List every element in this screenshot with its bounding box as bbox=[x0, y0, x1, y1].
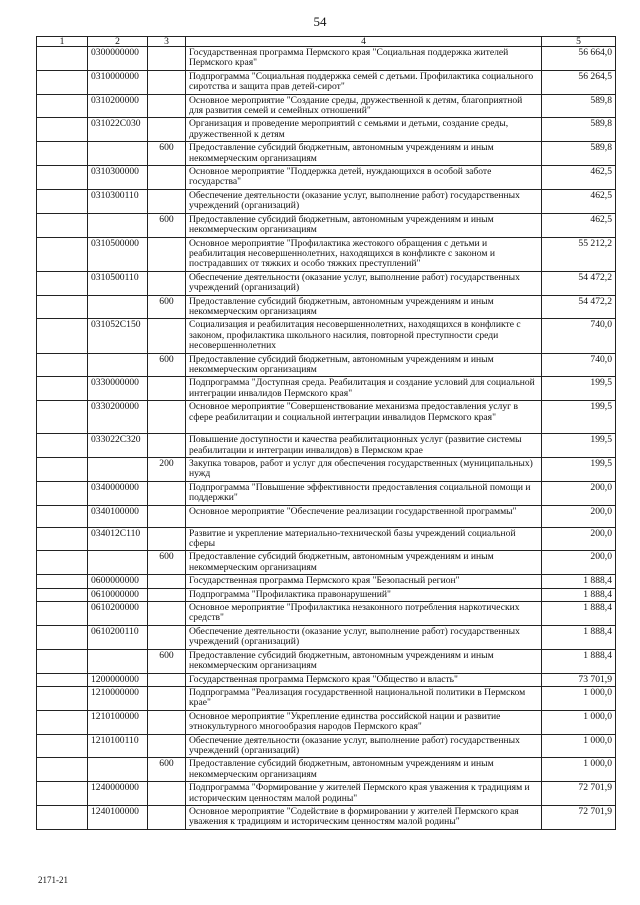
table-row bbox=[37, 782, 616, 806]
row-name: Предоставление субсидий бюджетным, автономным учреждениям и иным некоммерческим организациям bbox=[186, 142, 542, 166]
row-code: 0610200110 bbox=[88, 625, 148, 649]
row-code: 031022С030 bbox=[88, 118, 148, 142]
row-expense-type bbox=[148, 189, 186, 213]
row-code: 1210000000 bbox=[88, 686, 148, 710]
row-empty-cell bbox=[37, 481, 88, 505]
row-amount: 1 888,4 bbox=[542, 649, 616, 673]
row-amount: 589,8 bbox=[542, 142, 616, 166]
table-row bbox=[37, 625, 616, 649]
row-empty-cell bbox=[37, 625, 88, 649]
table-row bbox=[37, 734, 616, 758]
row-code: 031052С150 bbox=[88, 319, 148, 353]
table-row bbox=[37, 686, 616, 710]
page-number: 54 bbox=[313, 14, 327, 29]
row-empty-cell bbox=[37, 271, 88, 295]
row-expense-type bbox=[148, 94, 186, 118]
table-row bbox=[37, 673, 616, 686]
table-row bbox=[37, 271, 616, 295]
row-name: Государственная программа Пермского края "Безопасный регион" bbox=[186, 575, 542, 588]
row-empty-cell bbox=[37, 213, 88, 237]
row-expense-type bbox=[148, 805, 186, 829]
row-amount: 199,5 bbox=[542, 401, 616, 434]
table-row bbox=[37, 189, 616, 213]
row-code bbox=[88, 458, 148, 482]
row-name: Подпрограмма "Социальная поддержка семей с детьми. Профилактика социального сиротства и защита прав детей-сирот" bbox=[186, 70, 542, 94]
table-header-row bbox=[37, 37, 616, 47]
row-expense-type bbox=[148, 319, 186, 353]
row-empty-cell bbox=[37, 377, 88, 401]
row-name: Обеспечение деятельности (оказание услуг, выполнение работ) государственных учреждений (организаций) bbox=[186, 189, 542, 213]
row-amount: 1 888,4 bbox=[542, 602, 616, 626]
row-name: Основное мероприятие "Укрепление единства российской нации и развитие этнокультурного многообразия народов Пермского края" bbox=[186, 710, 542, 734]
row-amount: 54 472,2 bbox=[542, 295, 616, 319]
row-amount: 1 000,0 bbox=[542, 686, 616, 710]
header-col-2: 2 bbox=[88, 37, 148, 47]
row-expense-type bbox=[148, 70, 186, 94]
row-empty-cell bbox=[37, 734, 88, 758]
row-empty-cell bbox=[37, 588, 88, 601]
table-row bbox=[37, 213, 616, 237]
row-empty-cell bbox=[37, 458, 88, 482]
row-name: Подпрограмма "Повышение эффективности предоставления социальной помощи и поддержки" bbox=[186, 481, 542, 505]
table-row bbox=[37, 527, 616, 551]
table-row bbox=[37, 758, 616, 782]
header-col-1: 1 bbox=[37, 37, 88, 47]
row-amount: 589,8 bbox=[542, 118, 616, 142]
row-empty-cell bbox=[37, 295, 88, 319]
table-row bbox=[37, 434, 616, 458]
row-expense-type: 600 bbox=[148, 353, 186, 377]
row-code: 1210100000 bbox=[88, 710, 148, 734]
table-row bbox=[37, 377, 616, 401]
table-row bbox=[37, 237, 616, 271]
row-empty-cell bbox=[37, 401, 88, 434]
row-expense-type bbox=[148, 377, 186, 401]
row-code: 1200000000 bbox=[88, 673, 148, 686]
row-expense-type bbox=[148, 575, 186, 588]
row-name: Основное мероприятие "Профилактика незаконного потребления наркотических средств" bbox=[186, 602, 542, 626]
row-name: Подпрограмма "Реализация государственной национальной политики в Пермском крае" bbox=[186, 686, 542, 710]
row-empty-cell bbox=[37, 782, 88, 806]
row-empty-cell bbox=[37, 118, 88, 142]
row-empty-cell bbox=[37, 686, 88, 710]
row-code bbox=[88, 295, 148, 319]
table-row bbox=[37, 319, 616, 353]
table-row bbox=[37, 94, 616, 118]
row-code: 1240100000 bbox=[88, 805, 148, 829]
row-amount: 54 472,2 bbox=[542, 271, 616, 295]
row-code: 0330200000 bbox=[88, 401, 148, 434]
row-empty-cell bbox=[37, 142, 88, 166]
table-row bbox=[37, 588, 616, 601]
row-code: 0310500110 bbox=[88, 271, 148, 295]
row-expense-type bbox=[148, 271, 186, 295]
row-name: Обеспечение деятельности (оказание услуг, выполнение работ) государственных учреждений (организаций) bbox=[186, 271, 542, 295]
row-amount: 199,5 bbox=[542, 458, 616, 482]
row-name: Основное мероприятие "Поддержка детей, нуждающихся в особой заботе государства" bbox=[186, 166, 542, 190]
row-amount: 73 701,9 bbox=[542, 673, 616, 686]
table-row bbox=[37, 70, 616, 94]
row-name: Повышение доступности и качества реабилитационных услуг (развитие системы реабилитации и интеграции инвалидов) в Пермском крае bbox=[186, 434, 542, 458]
row-expense-type bbox=[148, 237, 186, 271]
row-name: Предоставление субсидий бюджетным, автономным учреждениям и иным некоммерческим организациям bbox=[186, 353, 542, 377]
row-name: Развитие и укрепление материально-технической базы учреждений социальной сферы bbox=[186, 527, 542, 551]
table-row bbox=[37, 142, 616, 166]
row-name: Государственная программа Пермского края "Общество и власть" bbox=[186, 673, 542, 686]
table-row bbox=[37, 710, 616, 734]
row-amount: 199,5 bbox=[542, 434, 616, 458]
row-expense-type: 600 bbox=[148, 649, 186, 673]
row-code: 0300000000 bbox=[88, 47, 148, 71]
row-code: 0610000000 bbox=[88, 588, 148, 601]
row-expense-type bbox=[148, 481, 186, 505]
row-expense-type: 600 bbox=[148, 213, 186, 237]
table-row bbox=[37, 481, 616, 505]
row-name: Закупка товаров, работ и услуг для обеспечения государственных (муниципальных) нужд bbox=[186, 458, 542, 482]
row-empty-cell bbox=[37, 434, 88, 458]
table-row bbox=[37, 649, 616, 673]
row-name: Социализация и реабилитация несовершеннолетних, находящихся в конфликте с законом, профилактика школьного насилия, повторной преступности среди несовершеннолетних bbox=[186, 319, 542, 353]
row-code: 034012С110 bbox=[88, 527, 148, 551]
header-col-3: 3 bbox=[148, 37, 186, 47]
row-amount: 200,0 bbox=[542, 505, 616, 527]
row-name: Основное мероприятие "Создание среды, дружественной к детям, благоприятной для развития семей и семейных отношений" bbox=[186, 94, 542, 118]
row-expense-type bbox=[148, 782, 186, 806]
row-empty-cell bbox=[37, 575, 88, 588]
row-code: 0310300110 bbox=[88, 189, 148, 213]
row-name: Предоставление субсидий бюджетным, автономным учреждениям и иным некоммерческим организациям bbox=[186, 649, 542, 673]
row-name: Основное мероприятие "Содействие в формировании у жителей Пермского края уважения к традициям и историческим ценностям малой родины" bbox=[186, 805, 542, 829]
row-name: Подпрограмма "Доступная среда. Реабилитация и создание условий для социальной интеграции инвалидов Пермского края" bbox=[186, 377, 542, 401]
table-row bbox=[37, 602, 616, 626]
row-expense-type bbox=[148, 673, 186, 686]
row-name: Предоставление субсидий бюджетным, автономным учреждениям и иным некоммерческим организациям bbox=[186, 295, 542, 319]
row-code: 0340100000 bbox=[88, 505, 148, 527]
row-empty-cell bbox=[37, 527, 88, 551]
table-body bbox=[37, 47, 616, 830]
table-row bbox=[37, 551, 616, 575]
row-empty-cell bbox=[37, 237, 88, 271]
row-empty-cell bbox=[37, 70, 88, 94]
row-empty-cell bbox=[37, 673, 88, 686]
row-empty-cell bbox=[37, 710, 88, 734]
row-code: 0310000000 bbox=[88, 70, 148, 94]
row-expense-type bbox=[148, 166, 186, 190]
row-name: Организация и проведение мероприятий с семьями и детьми, создание среды, дружественной к детям bbox=[186, 118, 542, 142]
row-amount: 1 000,0 bbox=[542, 758, 616, 782]
row-amount: 200,0 bbox=[542, 527, 616, 551]
row-code bbox=[88, 142, 148, 166]
row-code: 0610200000 bbox=[88, 602, 148, 626]
row-empty-cell bbox=[37, 505, 88, 527]
footer-document-code: 2171-21 bbox=[38, 875, 68, 885]
table-row bbox=[37, 118, 616, 142]
row-code: 0310300000 bbox=[88, 166, 148, 190]
table-row bbox=[37, 47, 616, 71]
row-amount: 1 000,0 bbox=[542, 710, 616, 734]
table-row bbox=[37, 575, 616, 588]
row-expense-type: 600 bbox=[148, 295, 186, 319]
row-expense-type: 600 bbox=[148, 758, 186, 782]
row-empty-cell bbox=[37, 602, 88, 626]
budget-table bbox=[36, 36, 616, 830]
row-expense-type bbox=[148, 527, 186, 551]
row-name: Подпрограмма "Формирование у жителей Пермского края уважения к традициям и историческим ценностям малой родины" bbox=[186, 782, 542, 806]
header-col-4: 4 bbox=[186, 37, 542, 47]
row-expense-type: 200 bbox=[148, 458, 186, 482]
row-expense-type bbox=[148, 47, 186, 71]
row-expense-type bbox=[148, 588, 186, 601]
row-name: Государственная программа Пермского края "Социальная поддержка жителей Пермского края" bbox=[186, 47, 542, 71]
row-amount: 1 888,4 bbox=[542, 588, 616, 601]
row-name: Предоставление субсидий бюджетным, автономным учреждениям и иным некоммерческим организациям bbox=[186, 551, 542, 575]
row-amount: 462,5 bbox=[542, 189, 616, 213]
row-name: Предоставление субсидий бюджетным, автономным учреждениям и иным некоммерческим организациям bbox=[186, 213, 542, 237]
table-row bbox=[37, 805, 616, 829]
row-amount: 199,5 bbox=[542, 377, 616, 401]
row-empty-cell bbox=[37, 47, 88, 71]
row-name: Предоставление субсидий бюджетным, автономным учреждениям и иным некоммерческим организациям bbox=[186, 758, 542, 782]
row-code bbox=[88, 758, 148, 782]
row-name: Обеспечение деятельности (оказание услуг, выполнение работ) государственных учреждений (организаций) bbox=[186, 625, 542, 649]
row-code bbox=[88, 213, 148, 237]
row-expense-type bbox=[148, 505, 186, 527]
table-row bbox=[37, 166, 616, 190]
row-amount: 72 701,9 bbox=[542, 805, 616, 829]
row-code bbox=[88, 551, 148, 575]
row-code: 0600000000 bbox=[88, 575, 148, 588]
row-amount: 462,5 bbox=[542, 213, 616, 237]
row-code: 0340000000 bbox=[88, 481, 148, 505]
row-amount: 55 212,2 bbox=[542, 237, 616, 271]
row-expense-type bbox=[148, 686, 186, 710]
row-expense-type bbox=[148, 602, 186, 626]
row-code bbox=[88, 353, 148, 377]
row-amount: 200,0 bbox=[542, 481, 616, 505]
row-empty-cell bbox=[37, 758, 88, 782]
row-expense-type bbox=[148, 710, 186, 734]
row-amount: 200,0 bbox=[542, 551, 616, 575]
table-row bbox=[37, 353, 616, 377]
row-expense-type bbox=[148, 734, 186, 758]
row-amount: 740,0 bbox=[542, 319, 616, 353]
row-amount: 1 888,4 bbox=[542, 575, 616, 588]
table-row bbox=[37, 295, 616, 319]
row-amount: 56 664,0 bbox=[542, 47, 616, 71]
row-empty-cell bbox=[37, 319, 88, 353]
row-empty-cell bbox=[37, 551, 88, 575]
row-amount: 740,0 bbox=[542, 353, 616, 377]
row-name: Подпрограмма "Профилактика правонарушений" bbox=[186, 588, 542, 601]
row-amount: 72 701,9 bbox=[542, 782, 616, 806]
row-code: 1240000000 bbox=[88, 782, 148, 806]
row-code: 0330000000 bbox=[88, 377, 148, 401]
header-col-5: 5 bbox=[542, 37, 616, 47]
row-expense-type bbox=[148, 401, 186, 434]
table-row bbox=[37, 458, 616, 482]
row-name: Основное мероприятие "Обеспечение реализации государственной программы" bbox=[186, 505, 542, 527]
row-name: Основное мероприятие "Совершенствование механизма предоставления услуг в сфере реабилитации и социальной интеграции инвалидов Пермского края" bbox=[186, 401, 542, 434]
row-empty-cell bbox=[37, 649, 88, 673]
table-row bbox=[37, 505, 616, 527]
row-empty-cell bbox=[37, 94, 88, 118]
table-row bbox=[37, 401, 616, 434]
row-amount: 56 264,5 bbox=[542, 70, 616, 94]
row-expense-type bbox=[148, 434, 186, 458]
row-expense-type: 600 bbox=[148, 142, 186, 166]
row-expense-type bbox=[148, 118, 186, 142]
row-expense-type bbox=[148, 625, 186, 649]
row-empty-cell bbox=[37, 805, 88, 829]
row-expense-type: 600 bbox=[148, 551, 186, 575]
row-code: 033022С320 bbox=[88, 434, 148, 458]
row-amount: 462,5 bbox=[542, 166, 616, 190]
row-amount: 1 888,4 bbox=[542, 625, 616, 649]
row-name: Основное мероприятие "Профилактика жестокого обращения с детьми и реабилитация несовершеннолетних, находящихся в конфликте с законом и пострадавших от тяжких и особо тяжких преступлений" bbox=[186, 237, 542, 271]
row-code bbox=[88, 649, 148, 673]
row-code: 1210100110 bbox=[88, 734, 148, 758]
row-empty-cell bbox=[37, 166, 88, 190]
row-code: 0310500000 bbox=[88, 237, 148, 271]
row-code: 0310200000 bbox=[88, 94, 148, 118]
row-empty-cell bbox=[37, 189, 88, 213]
row-amount: 1 000,0 bbox=[542, 734, 616, 758]
row-empty-cell bbox=[37, 353, 88, 377]
row-name: Обеспечение деятельности (оказание услуг, выполнение работ) государственных учреждений (организаций) bbox=[186, 734, 542, 758]
row-amount: 589,8 bbox=[542, 94, 616, 118]
